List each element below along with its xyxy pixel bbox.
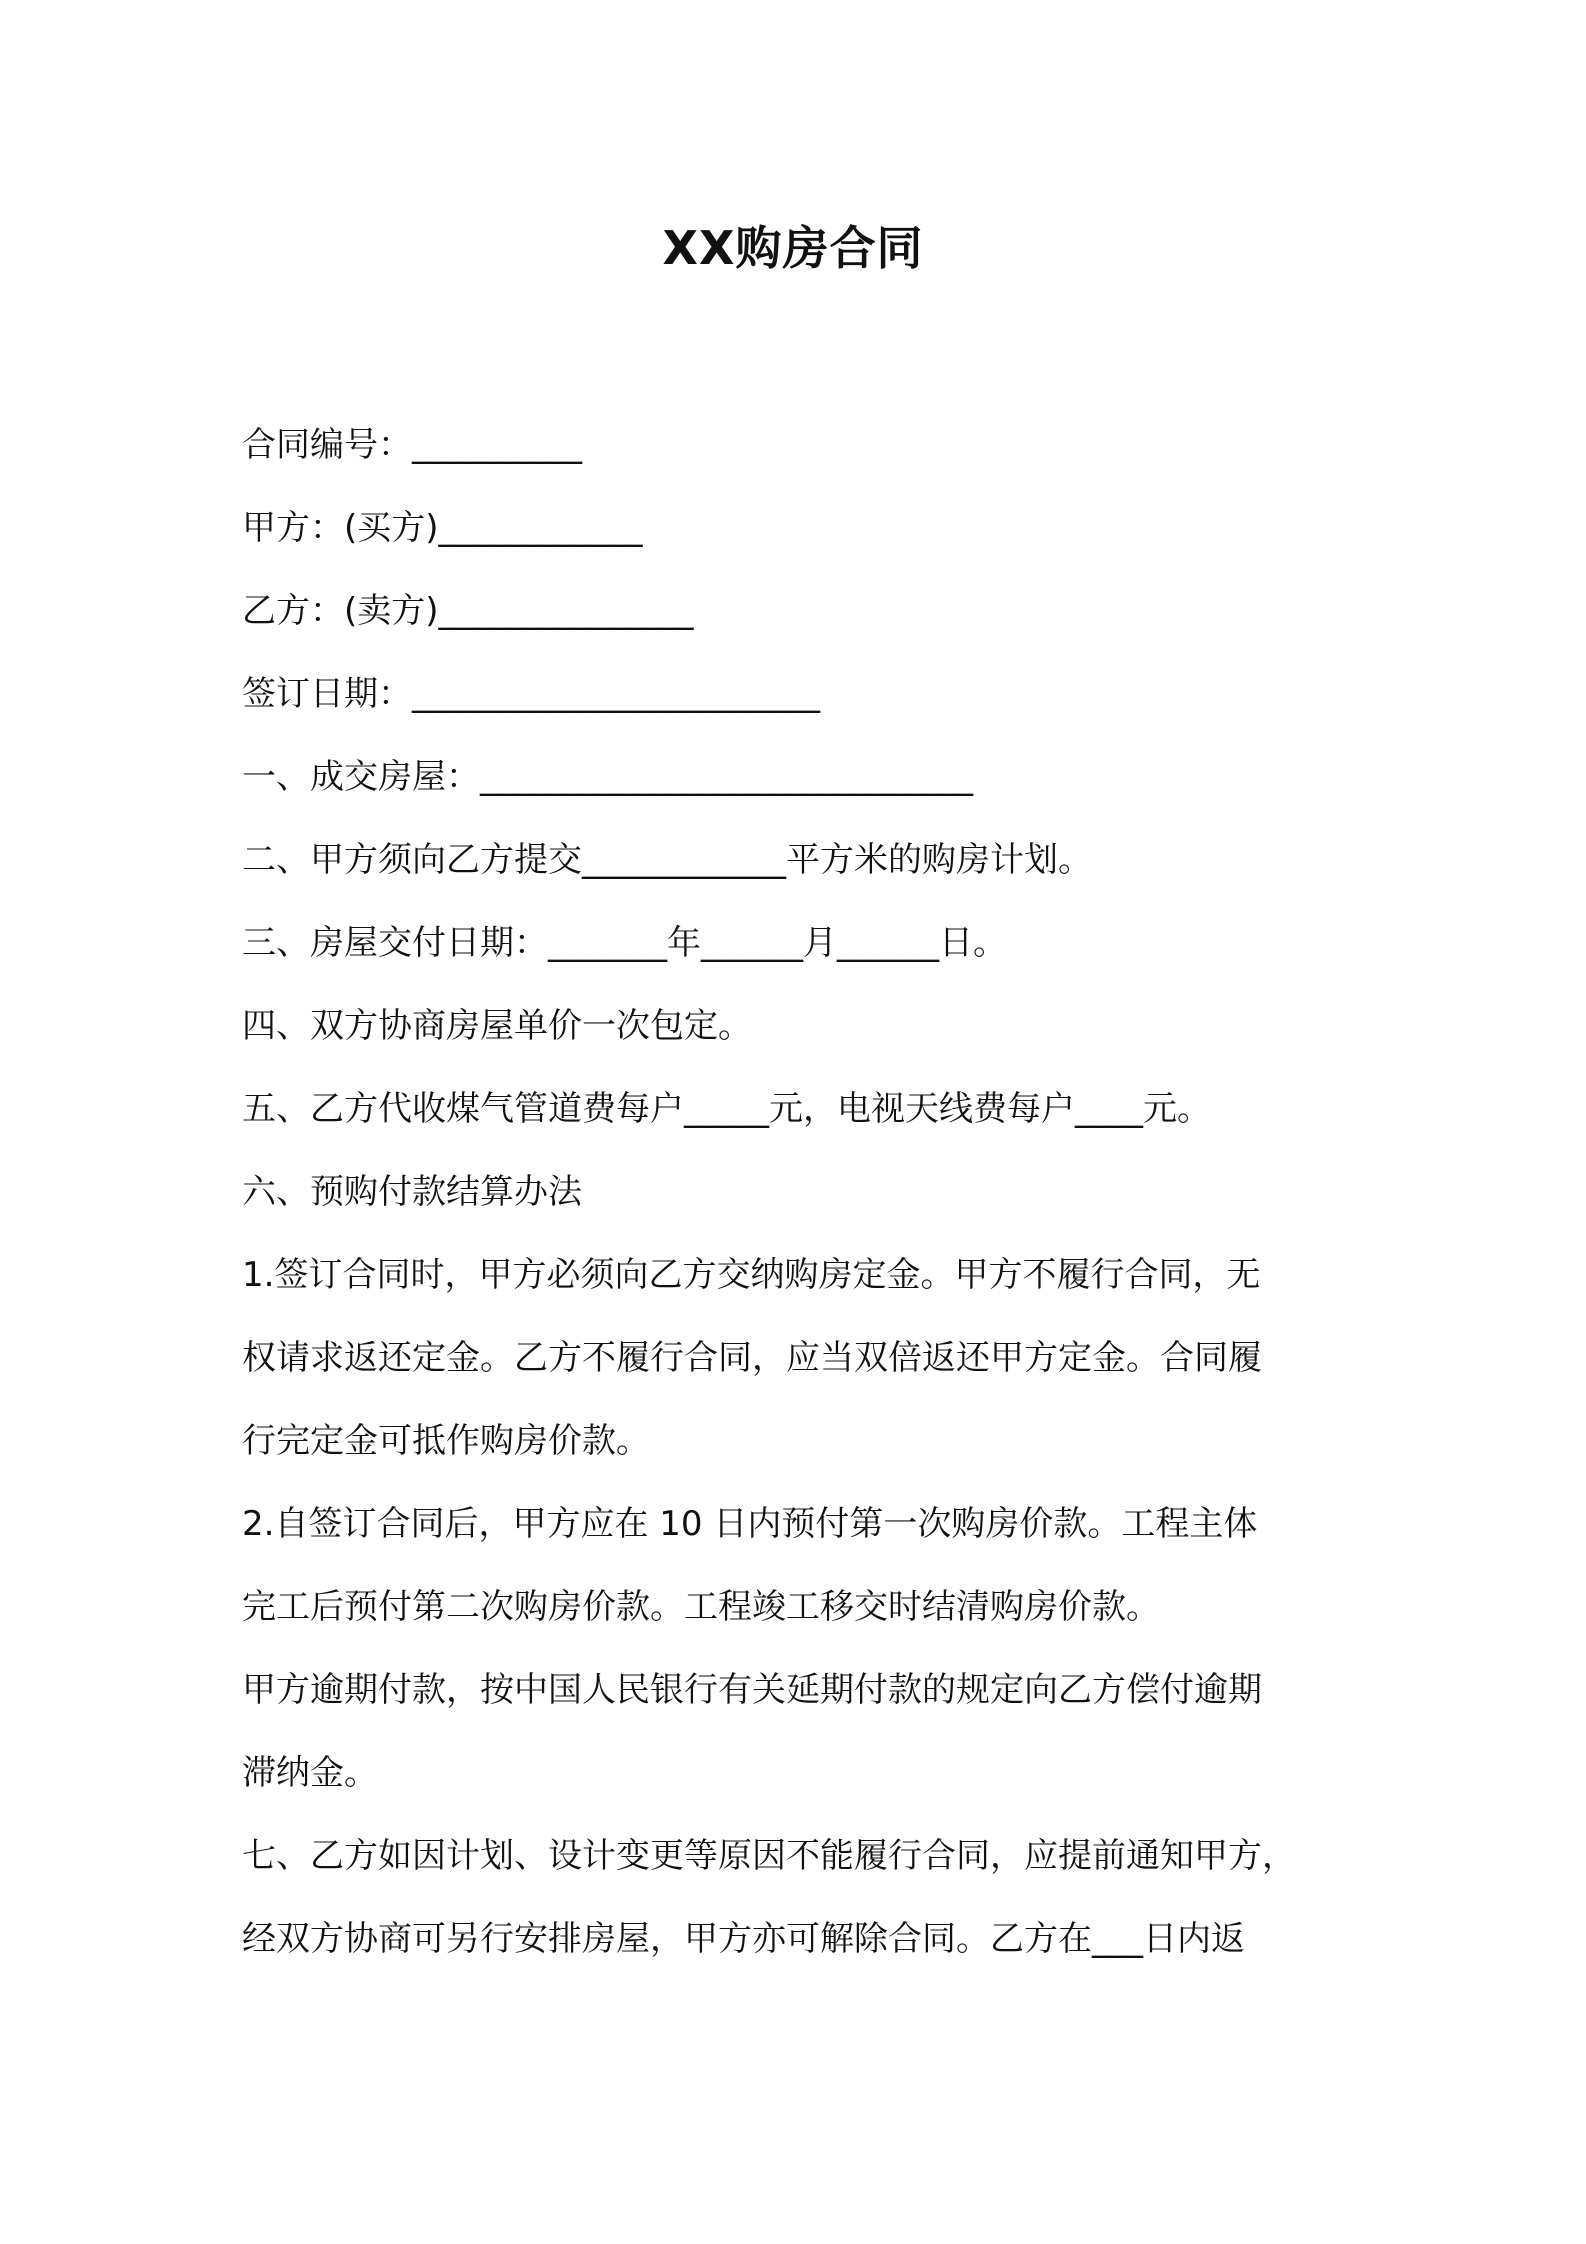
signing-date-line: 签订日期：________________________ <box>242 674 820 714</box>
party-b-line: 乙方：(卖方)_______________ <box>242 591 694 631</box>
contract-body <box>242 404 1354 1981</box>
clause-6-item-1-line-1: 1.签订合同时，甲方必须向乙方交纳购房定金。甲方不履行合同，无 <box>242 1255 1261 1295</box>
contract-number-line: 合同编号：__________ <box>242 425 582 465</box>
clause-6-item-2-line-1: 2.自签订合同后，甲方应在 10 日内预付第一次购房价款。工程主体 <box>242 1504 1258 1544</box>
clause-4-unit-price: 四、双方协商房屋单价一次包定。 <box>242 1006 752 1046</box>
document-title: XX购房合同 <box>662 221 924 275</box>
clause-1-house: 一、成交房屋：_____________________________ <box>242 757 973 797</box>
late-payment-line-2: 滞纳金。 <box>242 1753 378 1793</box>
late-payment-line-1: 甲方逾期付款，按中国人民银行有关延期付款的规定向乙方偿付逾期 <box>242 1670 1262 1710</box>
clause-3-delivery-date: 三、房屋交付日期：_______年______月______日。 <box>242 923 1007 963</box>
clause-6-item-1-line-3: 行完定金可抵作购房价款。 <box>242 1421 650 1461</box>
clause-7-line-2: 经双方协商可另行安排房屋，甲方亦可解除合同。乙方在___日内返 <box>242 1919 1245 1959</box>
clause-6-item-2-line-2: 完工后预付第二次购房价款。工程竣工移交时结清购房价款。 <box>242 1587 1160 1627</box>
clause-5-fees: 五、乙方代收煤气管道费每户_____元，电视天线费每户____元。 <box>242 1089 1211 1129</box>
clause-6-item-1-line-2: 权请求返还定金。乙方不履行合同，应当双倍返还甲方定金。合同履 <box>242 1338 1262 1378</box>
clause-7-line-1: 七、乙方如因计划、设计变更等原因不能履行合同，应提前通知甲方， <box>242 1836 1296 1876</box>
clause-6-heading: 六、预购付款结算办法 <box>242 1172 582 1212</box>
party-a-line: 甲方：(买方)____________ <box>242 508 643 548</box>
clause-2-purchase-plan: 二、甲方须向乙方提交____________平方米的购房计划。 <box>242 840 1092 880</box>
